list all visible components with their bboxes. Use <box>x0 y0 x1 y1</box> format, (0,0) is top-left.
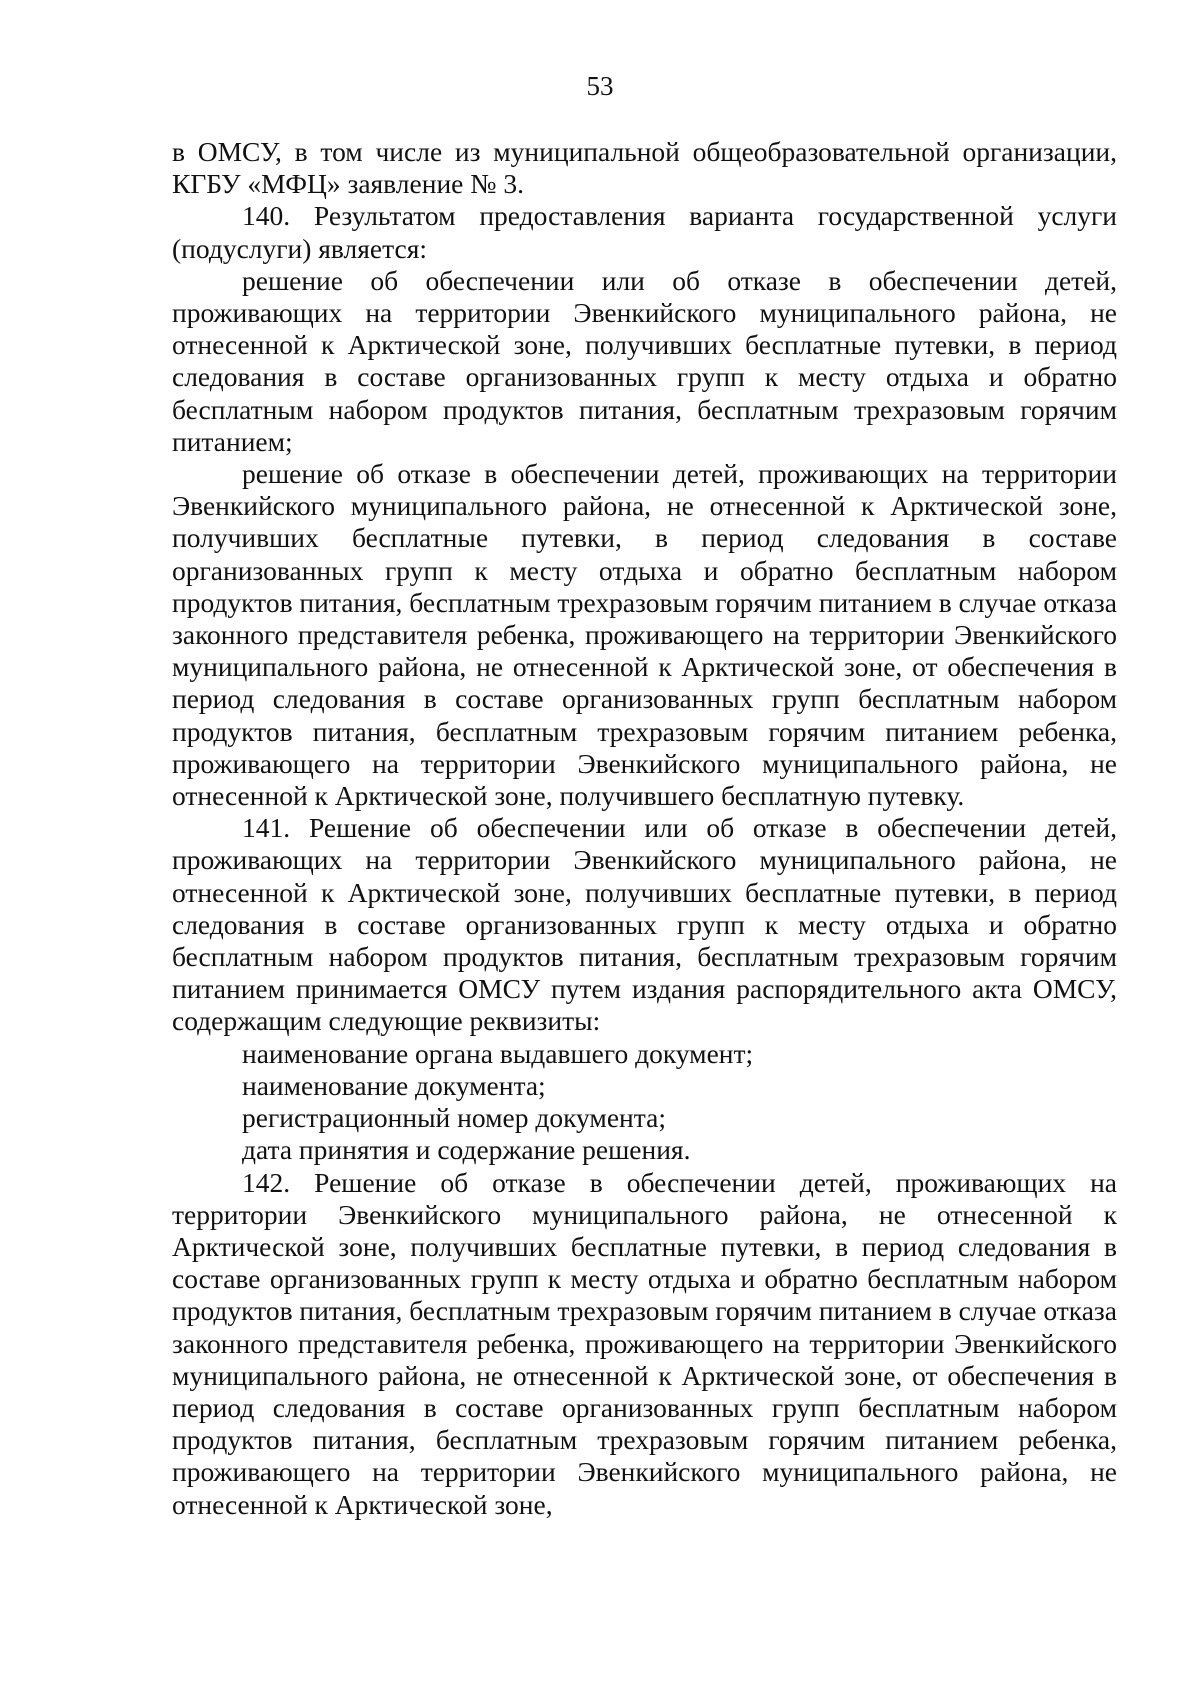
requisite-item: наименование документа; <box>242 1069 546 1101</box>
page-number: 53 <box>586 71 614 101</box>
paragraph-140: 140. Результатом предоставления варианта государственной услуги (подуслуги) является: <box>172 200 1117 264</box>
paragraph-decision-provision: решение об обеспечении или об отказе в обеспечении детей, проживающих на территории Эвенкийского муниципального района, не отнесенной к Арктической зоне, получивших бесплатные путевки, в период следования в составе организованных групп к месту отдыха и обратно бесплатным набором продуктов питания, бесплатным трехразовым горячим питанием; <box>172 264 1117 457</box>
requisites-list <box>172 1038 1117 1167</box>
paragraph-continuation: в ОМСУ, в том числе из муниципальной общеобразовательной организации, КГБУ «МФЦ» заявление № 3. <box>172 136 1117 200</box>
requisite-item: дата принятия и содержание решения. <box>242 1134 691 1166</box>
paragraph-142: 142. Решение об отказе в обеспечении детей, проживающих на территории Эвенкийского муниципального района, не отнесенной к Арктической зоне, получивших бесплатные путевки, в период следования в составе организованных групп к месту отдыха и обратно бесплатным набором продуктов питания, бесплатным трехразовым горячим питанием в случае отказа законного представителя ребенка, проживающего на территории Эвенкийского муниципального района, не отнесенной к Арктической зоне, от обеспечения в период следования в составе организованных групп бесплатным набором продуктов питания, бесплатным трехразовым горячим питанием ребенка, проживающего на территории Эвенкийского муниципального района, не отнесенной к Арктической зоне, <box>172 1166 1118 1520</box>
requisite-item: наименование органа выдавшего документ; <box>242 1037 754 1069</box>
paragraph-141: 141. Решение об обеспечении или об отказе в обеспечении детей, проживающих на территории Эвенкийского муниципального района, не отнесенной к Арктической зоне, получивших бесплатные путевки, в период следования в составе организованных групп к месту отдыха и обратно бесплатным набором продуктов питания, бесплатным трехразовым горячим питанием принимается ОМСУ путем издания распорядительного акта ОМСУ, содержащим следующие реквизиты: <box>172 812 1117 1037</box>
requisite-item: регистрационный номер документа; <box>242 1102 666 1134</box>
document-body <box>172 136 1117 1521</box>
paragraph-decision-refusal: решение об отказе в обеспечении детей, проживающих на территории Эвенкийского муниципального района, не отнесенной к Арктической зоне, получивших бесплатные путевки, в период следования в составе организованных групп к месту отдыха и обратно бесплатным набором продуктов питания, бесплатным трехразовым горячим питанием в случае отказа законного представителя ребенка, проживающего на территории Эвенкийского муниципального района, не отнесенной к Арктической зоне, от обеспечения в период следования в составе организованных групп бесплатным набором продуктов питания, бесплатным трехразовым горячим питанием ребенка, проживающего на территории Эвенкийского муниципального района, не отнесенной к Арктической зоне, получившего бесплатную путевку. <box>172 458 1118 812</box>
